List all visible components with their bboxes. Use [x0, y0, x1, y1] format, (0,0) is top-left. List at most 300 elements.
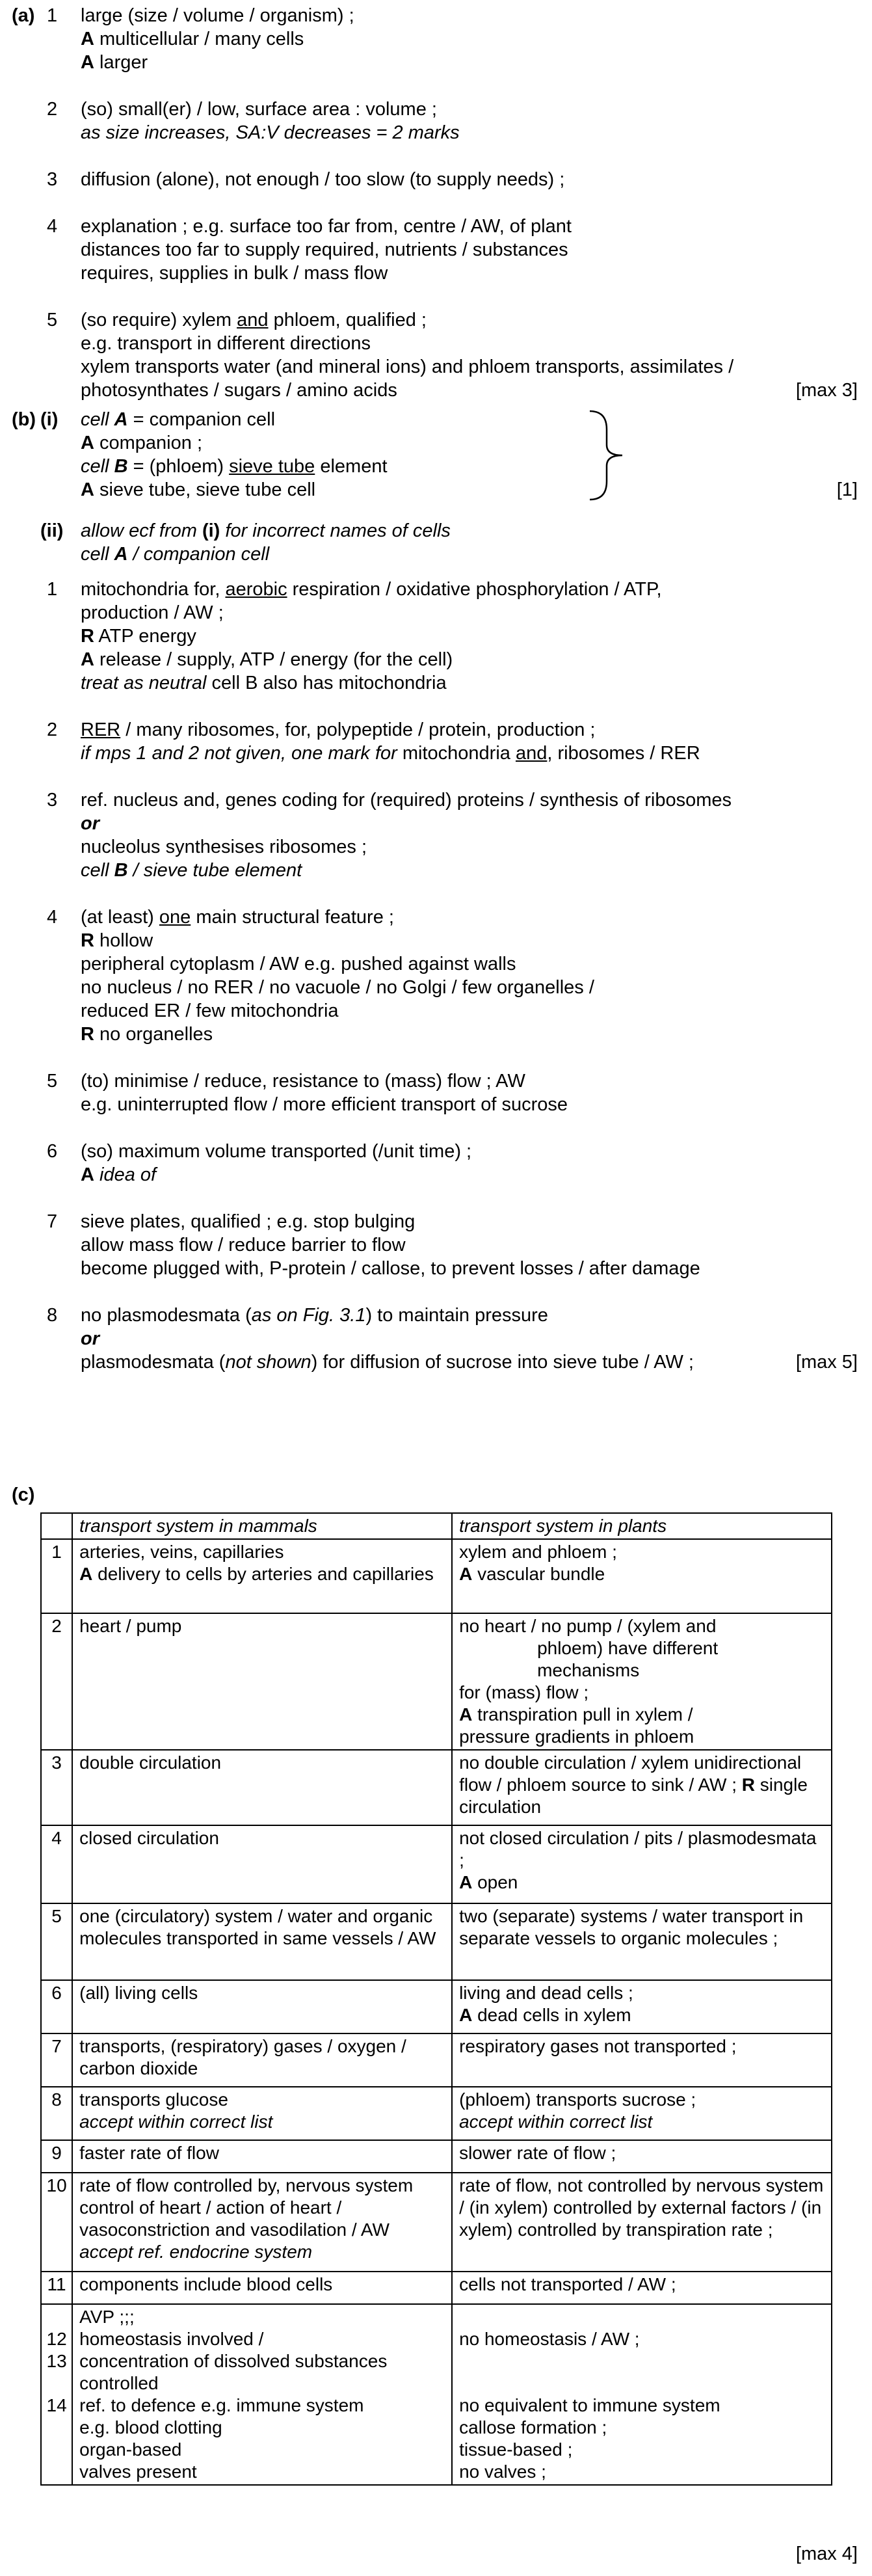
text-run: R: [741, 1775, 755, 1795]
text-run: one (circulatory) system / water and organic molecules transported in same vessels / AW: [79, 1906, 436, 1948]
text-run: accept ref. endocrine system: [79, 2242, 313, 2262]
table-row: [41, 1825, 832, 1903]
text-line: [459, 2372, 825, 2395]
plant-cell: [452, 1980, 832, 2033]
text-line: [79, 1752, 445, 1774]
text-line: [459, 2461, 825, 2483]
text-run: no double circulation / xylem unidirectional flow / phloem source to sink / AW ;: [459, 1752, 802, 1795]
text-run: concentration of dissolved substances: [79, 2351, 388, 2371]
point-number: 7: [47, 1211, 58, 1232]
row-number: [41, 2304, 72, 2485]
text-run: cell: [81, 409, 114, 430]
part-b-label: (b): [12, 409, 36, 430]
text-line: [79, 1827, 445, 1849]
text-line: [81, 1350, 815, 1374]
text-run: A: [81, 29, 94, 49]
row-number: 5: [41, 1903, 72, 1980]
text-run: nucleolus synthesises ribosomes ;: [81, 837, 367, 857]
table-row: [41, 2140, 832, 2173]
text-run: diffusion (alone), not enough / too slow (to supply needs) ;: [81, 169, 565, 190]
text-line: [79, 2241, 445, 2263]
text-run: production / AW ;: [81, 602, 224, 623]
text-line: [81, 718, 815, 742]
text-run: transports glucose: [79, 2089, 228, 2110]
part-c-label: (c): [12, 1484, 35, 1505]
text-line: [81, 624, 815, 648]
point-text: [81, 788, 815, 882]
point-text: [81, 906, 815, 1046]
point-number: 4: [47, 216, 58, 237]
text-run: B: [114, 456, 128, 477]
text-run: not closed circulation / pits / plasmodesmata ;: [459, 1828, 817, 1870]
text-line: [459, 2035, 825, 2058]
table-row: [41, 2033, 832, 2087]
text-run: pressure gradients in phloem: [459, 1726, 694, 1747]
text-line: [81, 578, 815, 601]
text-line: [79, 2439, 445, 2461]
point-number: 6: [47, 1141, 58, 1162]
part-a-label: (a): [12, 5, 35, 26]
plant-cell: [452, 2173, 832, 2272]
text-run: large (size / volume / organism) ;: [81, 5, 354, 26]
text-line: [81, 788, 815, 812]
text-run: accept within correct list: [459, 2112, 653, 2132]
text-run: AVP ;;;: [79, 2307, 135, 2327]
text-line: [79, 1563, 445, 1585]
text-line: [459, 2328, 825, 2350]
text-run: requires, supplies in bulk / mass flow: [81, 263, 388, 284]
text-line: [459, 1726, 825, 1748]
text-line: [79, 2372, 445, 2395]
text-run: allow mass flow / reduce barrier to flow: [81, 1235, 406, 1255]
text-line: [459, 1615, 825, 1637]
text-run: (so) small(er) / low, surface area : volume ;: [81, 99, 437, 120]
mammal-cell: [72, 1980, 452, 2033]
avp-number: 12: [46, 2329, 67, 2349]
text-line: [459, 1541, 825, 1563]
text-line: [459, 2004, 825, 2026]
text-run: as size increases, SA:V decreases = 2 marks: [81, 122, 460, 143]
text-line: [81, 121, 815, 144]
table-row: [41, 1980, 832, 2033]
row-number: 10: [41, 2173, 72, 2272]
text-run: A: [114, 544, 128, 565]
text-run: rate of flow, not controlled by nervous system / (in xylem) controlled by external factors / (in xylem) controlled by transpiration rate ;: [459, 2175, 824, 2240]
text-run: no nucleus / no RER / no vacuole / no Golgi / few organelles /: [81, 977, 594, 998]
text-run: plasmodesmata (: [81, 1352, 226, 1373]
plant-cell: [452, 2272, 832, 2304]
avp-number: 13: [46, 2351, 67, 2371]
text-run: respiratory gases not transported ;: [459, 2036, 737, 2056]
text-line: [79, 2328, 445, 2350]
text-run: A: [459, 1872, 473, 1892]
table-row: [41, 2173, 832, 2272]
point-number: 3: [47, 169, 58, 190]
point-text: [81, 308, 815, 402]
point-text: [81, 4, 815, 74]
part-b-i-mark: [1]: [836, 479, 858, 500]
text-line: [459, 1827, 825, 1872]
point-text: [81, 215, 815, 285]
text-line: [79, 1541, 445, 1563]
mammal-cell: [72, 1539, 452, 1613]
text-run: no heart / no pump / (xylem and: [459, 1616, 717, 1636]
text-run: idea of: [94, 1164, 157, 1185]
text-run: as on Fig. 3.1: [251, 1305, 366, 1326]
text-run: xylem transports water (and mineral ions) and phloem transports, assimilates /: [81, 356, 734, 377]
text-line: [459, 1563, 825, 1585]
text-run: no homeostasis / AW ;: [459, 2329, 640, 2349]
text-line: [81, 999, 815, 1023]
text-run: dead cells in xylem: [472, 2005, 631, 2025]
text-run: controlled: [79, 2373, 159, 2393]
mammal-cell: [72, 1903, 452, 1980]
text-line: [79, 1615, 445, 1637]
text-run: respiration / oxidative phosphorylation / ATP,: [287, 579, 662, 600]
text-run: A: [459, 2005, 473, 2025]
intro-text: [81, 519, 815, 566]
text-run: (so require) xylem: [81, 310, 237, 330]
text-run: A: [81, 479, 94, 500]
part-c-max-marks: [max 4]: [795, 2543, 858, 2564]
mammal-cell: [72, 2173, 452, 2272]
text-run: no valves ;: [459, 2462, 546, 2482]
part-b-ii-label: (ii): [40, 520, 64, 541]
avp-number: [43, 2417, 70, 2439]
text-run: transports, (respiratory) gases / oxygen / carbon dioxide: [79, 2036, 406, 2078]
text-run: = companion cell: [127, 409, 276, 430]
text-run: ) to maintain pressure: [365, 1305, 548, 1326]
text-line: [81, 408, 815, 431]
text-run: / sieve tube element: [127, 860, 302, 881]
text-run: peripheral cytoplasm / AW e.g. pushed against walls: [81, 954, 516, 974]
text-line: [79, 2461, 445, 2483]
text-run: (so) maximum volume transported (/unit time) ;: [81, 1141, 472, 1162]
row-number: 8: [41, 2087, 72, 2140]
text-line: [81, 431, 815, 455]
text-line: [81, 906, 815, 929]
text-line: [81, 215, 815, 238]
text-run: cell: [81, 860, 114, 881]
text-run: RER: [81, 719, 121, 740]
text-line: [459, 1752, 825, 1818]
text-line: [81, 671, 815, 695]
text-run: for incorrect names of cells: [220, 520, 451, 541]
text-line: [81, 1069, 815, 1093]
text-line: [459, 2274, 825, 2296]
text-line: [81, 835, 815, 859]
text-run: sieve tube: [229, 456, 315, 477]
avp-number: [43, 2372, 70, 2395]
avp-number: 14: [46, 2395, 67, 2415]
row-number: 9: [41, 2140, 72, 2173]
text-run: one: [159, 907, 191, 928]
text-run: and: [515, 743, 548, 764]
text-run: two (separate) systems / water transport in separate vessels to organic molecules ;: [459, 1906, 804, 1948]
mammal-cell: [72, 2140, 452, 2173]
text-line: [79, 2175, 445, 2241]
text-line: [79, 2306, 445, 2328]
table-row: [41, 1750, 832, 1825]
text-line: [81, 332, 815, 355]
header-cell-number: [41, 1513, 72, 1539]
text-run: main structural feature ;: [191, 907, 394, 928]
text-line: [81, 519, 815, 543]
text-line: [459, 2111, 825, 2133]
mammal-cell: [72, 1825, 452, 1903]
text-run: B: [114, 860, 128, 881]
text-run: transpiration pull in xylem /: [472, 1704, 693, 1724]
plant-cell: [452, 1750, 832, 1825]
text-line: [81, 648, 815, 671]
text-run: no plasmodesmata (: [81, 1305, 252, 1326]
text-run: mitochondria: [397, 743, 516, 764]
text-run: distances too far to supply required, nutrients / substances: [81, 239, 568, 260]
table-header-row: [41, 1513, 832, 1539]
row-number: 3: [41, 1750, 72, 1825]
row-number: 11: [41, 2272, 72, 2304]
text-run: A: [459, 1564, 473, 1584]
text-line: [81, 1327, 815, 1350]
plant-cell: [452, 1825, 832, 1903]
text-run: cells not transported / AW ;: [459, 2274, 676, 2294]
text-line: [459, 2175, 825, 2241]
text-run: A: [79, 1564, 93, 1584]
text-line: [81, 98, 815, 121]
row-number: 4: [41, 1825, 72, 1903]
row-number: 6: [41, 1980, 72, 2033]
text-line: [459, 2142, 825, 2164]
part-b-ii-max-marks: [max 5]: [795, 1352, 858, 1373]
text-run: components include blood cells: [79, 2274, 333, 2294]
point-text: [81, 1210, 815, 1280]
text-line: [81, 455, 815, 478]
text-run: photosynthates / sugars / amino acids: [81, 380, 397, 401]
text-line: [81, 355, 815, 379]
text-run: (phloem) transports sucrose ;: [459, 2089, 696, 2110]
text-line: [81, 238, 815, 262]
text-line: [81, 859, 815, 882]
text-line: [81, 543, 815, 566]
text-run: ATP energy: [94, 626, 196, 647]
text-line: [459, 1982, 825, 2004]
text-run: callose formation ;: [459, 2417, 607, 2437]
text-line: [81, 478, 815, 502]
point-text: [81, 98, 815, 144]
text-run: vascular bundle: [472, 1564, 605, 1584]
text-run: or: [81, 813, 99, 834]
point-number: 1: [47, 5, 58, 26]
text-line: [81, 1233, 815, 1257]
text-run: A: [459, 1704, 473, 1724]
text-run: A: [81, 649, 94, 670]
text-run: no organelles: [94, 1024, 213, 1045]
text-line: [81, 262, 815, 285]
plant-cell: [452, 1903, 832, 1980]
text-line: [459, 1704, 825, 1726]
text-run: ) for diffusion of sucrose into sieve tube / AW ;: [311, 1352, 694, 1373]
text-run: hollow: [94, 930, 153, 951]
text-line: [81, 1257, 815, 1280]
point-text: [81, 1304, 815, 1374]
plant-cell: [452, 2140, 832, 2173]
text-line: [459, 1872, 825, 1894]
text-run: R: [81, 1024, 94, 1045]
text-run: not shown: [225, 1352, 311, 1373]
point-number: 2: [47, 99, 58, 120]
text-line: [79, 2089, 445, 2111]
text-run: single circulation: [459, 1775, 808, 1817]
text-line: [79, 2142, 445, 2164]
comparison-table: [40, 1512, 832, 2486]
text-run: living and dead cells ;: [459, 1983, 633, 2003]
header-cell-plants: transport system in plants: [452, 1513, 832, 1539]
text-run: e.g. uninterrupted flow / more efficient transport of sucrose: [81, 1094, 568, 1115]
text-line: [459, 2306, 825, 2328]
text-run: become plugged with, P-protein / callose, to prevent losses / after damage: [81, 1258, 700, 1279]
answer-text: [81, 408, 815, 502]
point-number: 3: [47, 790, 58, 811]
point-number: 2: [47, 719, 58, 740]
text-line: [459, 2350, 825, 2372]
text-line: [81, 379, 815, 402]
text-run: double circulation: [79, 1752, 222, 1773]
text-run: , ribosomes / RER: [547, 743, 700, 764]
mammal-cell: [72, 2033, 452, 2087]
table-row: [41, 1613, 832, 1750]
text-run: explanation ; e.g. surface too far from, centre / AW, of plant: [81, 216, 572, 237]
text-run: cell: [81, 456, 114, 477]
text-run: homeostasis involved /: [79, 2329, 264, 2349]
text-run: sieve plates, qualified ; e.g. stop bulging: [81, 1211, 416, 1232]
avp-number: [43, 2461, 70, 2483]
point-number: 1: [47, 579, 58, 600]
table-row-avp: [41, 2304, 832, 2485]
text-run: A: [81, 1164, 94, 1185]
text-line: [81, 1304, 815, 1327]
text-line: [81, 812, 815, 835]
text-run: tissue-based ;: [459, 2439, 573, 2460]
text-run: cell: [81, 544, 114, 565]
text-run: sieve tube, sieve tube cell: [94, 479, 316, 500]
text-run: valves present: [79, 2462, 197, 2482]
text-run: faster rate of flow: [79, 2143, 219, 2163]
text-run: heart / pump: [79, 1616, 182, 1636]
text-run: companion ;: [94, 433, 202, 453]
text-run: = (phloem): [127, 456, 230, 477]
point-number: 5: [47, 310, 58, 330]
text-run: / many ribosomes, for, polypeptide / protein, production ;: [120, 719, 596, 740]
row-number: 2: [41, 1613, 72, 1750]
text-run: reduced ER / few mitochondria: [81, 1000, 339, 1021]
text-run: or: [81, 1328, 99, 1349]
text-run: multicellular / many cells: [94, 29, 304, 49]
point-text: [81, 1069, 815, 1116]
row-number: 1: [41, 1539, 72, 1613]
text-line: [81, 1210, 815, 1233]
text-run: closed circulation: [79, 1828, 219, 1848]
point-text: [81, 1140, 815, 1187]
header-cell-mammals: transport system in mammals: [72, 1513, 452, 1539]
text-run: and: [237, 310, 269, 330]
text-run: delivery to cells by arteries and capillaries: [92, 1564, 434, 1584]
text-line: [81, 51, 815, 74]
avp-number: [43, 2439, 70, 2461]
text-run: A: [81, 433, 94, 453]
text-run: no equivalent to immune system: [459, 2395, 720, 2415]
text-line: [79, 2111, 445, 2133]
text-run: phloem) have different mechanisms: [537, 1638, 719, 1680]
text-line: [79, 2035, 445, 2080]
text-run: e.g. blood clotting: [79, 2417, 222, 2437]
table-row: [41, 1903, 832, 1980]
text-line: [81, 1140, 815, 1163]
text-run: ref. to defence e.g. immune system: [79, 2395, 364, 2415]
text-line: [459, 2395, 825, 2417]
text-run: (at least): [81, 907, 159, 928]
text-run: (i): [202, 520, 220, 541]
plant-cell: [452, 1539, 832, 1613]
text-run: rate of flow controlled by, nervous system control of heart / action of heart / vasoconstriction and vasodilation / AW: [79, 2175, 414, 2240]
mammal-cell: [72, 2304, 452, 2485]
text-line: [79, 2274, 445, 2296]
text-run: R: [81, 930, 94, 951]
text-run: allow ecf from: [81, 520, 202, 541]
text-line: [81, 976, 815, 999]
text-line: [81, 1023, 815, 1046]
text-run: aerobic: [225, 579, 287, 600]
text-line: [81, 4, 815, 27]
text-line: [79, 2395, 445, 2417]
text-line: [459, 1682, 825, 1704]
table-row: [41, 2087, 832, 2140]
part-b-i-label: (i): [40, 409, 59, 430]
text-line: [79, 1982, 445, 2004]
text-run: / companion cell: [127, 544, 270, 565]
text-line: [81, 952, 815, 976]
text-run: slower rate of flow ;: [459, 2143, 616, 2163]
right-brace-icon: [588, 410, 628, 501]
mammal-cell: [72, 1613, 452, 1750]
text-run: A: [114, 409, 128, 430]
text-run: R: [81, 626, 94, 647]
text-run: for (mass) flow ;: [459, 1682, 589, 1702]
plant-cell: [452, 2087, 832, 2140]
text-run: (to) minimise / reduce, resistance to (mass) flow ; AW: [81, 1071, 525, 1092]
text-line: [459, 2417, 825, 2439]
text-line: [81, 168, 815, 191]
text-line: [81, 1093, 815, 1116]
mammal-cell: [72, 2272, 452, 2304]
text-line: [81, 308, 815, 332]
text-run: release / supply, ATP / energy (for the cell): [94, 649, 453, 670]
text-line: [81, 27, 815, 51]
text-run: (all) living cells: [79, 1983, 198, 2003]
text-line: [79, 1905, 445, 1950]
text-run: ref. nucleus and, genes coding for (required) proteins / synthesis of ribosomes: [81, 790, 732, 811]
part-a-max-marks: [max 3]: [795, 380, 858, 401]
row-number: 7: [41, 2033, 72, 2087]
text-line: [459, 1905, 825, 1950]
plant-cell: [452, 1613, 832, 1750]
text-run: treat as neutral: [81, 673, 207, 693]
text-run: organ-based: [79, 2439, 182, 2460]
text-run: xylem and phloem ;: [459, 1542, 617, 1562]
text-run: e.g. transport in different directions: [81, 333, 371, 354]
text-run: mitochondria for,: [81, 579, 226, 600]
point-number: 5: [47, 1071, 58, 1092]
mammal-cell: [72, 2087, 452, 2140]
